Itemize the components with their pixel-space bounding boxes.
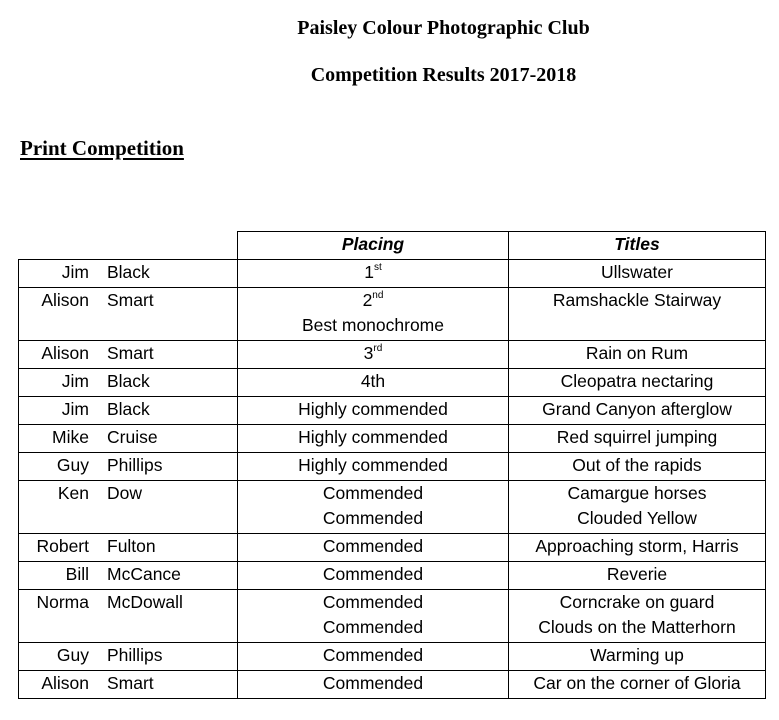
first-name: Robert (36, 536, 89, 556)
photo-title: Grand Canyon afterglow (542, 399, 732, 419)
titles-cell (509, 260, 766, 288)
placing-cell (238, 671, 509, 699)
placing-text (238, 615, 508, 640)
results-title: Competition Results 2017-2018 (310, 64, 577, 86)
photo-title: Warming up (590, 645, 684, 665)
table-row (19, 369, 766, 397)
first-name: Bill (65, 564, 89, 584)
table-row (19, 534, 766, 562)
first-name: Alison (41, 343, 89, 363)
competitor-name-cell (19, 397, 238, 425)
competitor-name-cell (19, 341, 238, 369)
placing-value: 1 (364, 262, 374, 282)
competitor-name-cell (19, 481, 238, 534)
table-row (19, 260, 766, 288)
first-name: Ken (57, 483, 89, 503)
placing-value: Commended (322, 673, 424, 693)
table-row (19, 341, 766, 369)
first-name: Guy (56, 455, 89, 475)
placing-value: Commended (322, 592, 424, 612)
placing-cell (238, 643, 509, 671)
placing-cell (238, 288, 509, 341)
last-name: Phillips (107, 455, 163, 475)
table-row (19, 397, 766, 425)
placing-value: Commended (322, 536, 424, 556)
competitor-name-cell (19, 453, 238, 481)
titles-cell (509, 369, 766, 397)
placing-value: 3 (363, 343, 374, 363)
name-column-header (19, 232, 238, 260)
table-row (19, 671, 766, 699)
placing-cell (238, 534, 509, 562)
first-name: Norma (36, 592, 89, 612)
placing-value: Commended (322, 564, 424, 584)
section-title: Print Competition (20, 136, 184, 160)
placing-text (238, 643, 508, 668)
first-name: Jim (61, 371, 89, 391)
club-title: Paisley Colour Photographic Club (297, 17, 590, 39)
placing-text (238, 397, 508, 422)
placing-text (238, 341, 508, 366)
table-row (19, 481, 766, 534)
photo-title: Corncrake on guard (559, 592, 715, 612)
placing-text (238, 481, 508, 506)
titles-cell (509, 425, 766, 453)
placing-cell (238, 562, 509, 590)
placing-cell (238, 590, 509, 643)
titles-cell (509, 590, 766, 643)
titles-cell (509, 562, 766, 590)
placing-text (238, 534, 508, 559)
header-row (19, 232, 766, 260)
titles-cell (509, 481, 766, 534)
placing-cell (238, 425, 509, 453)
placing-cell (238, 397, 509, 425)
placing-text (238, 671, 508, 696)
last-name: Smart (107, 290, 154, 310)
photo-title: Clouded Yellow (577, 508, 697, 528)
last-name: Cruise (107, 427, 158, 447)
placing-text (238, 425, 508, 450)
competitor-name-cell (19, 671, 238, 699)
placing-text (238, 260, 508, 285)
table-row (19, 425, 766, 453)
results-table (18, 231, 766, 699)
ordinal-suffix: rd (373, 343, 383, 354)
first-name: Mike (52, 427, 89, 447)
photo-title: Ullswater (601, 262, 673, 282)
first-name: Alison (41, 290, 89, 310)
placing-value: Highly commended (298, 399, 448, 419)
photo-title: Out of the rapids (572, 455, 702, 475)
placing-value: 4th (360, 371, 386, 391)
titles-cell (509, 671, 766, 699)
placing-value: Commended (322, 645, 424, 665)
placing-value: 2 (362, 290, 373, 310)
photo-title: Approaching storm, Harris (535, 536, 739, 556)
placing-text (238, 453, 508, 478)
titles-cell (509, 341, 766, 369)
titles-cell (509, 288, 766, 341)
titles-column-header: Titles (509, 232, 766, 260)
photo-title: Rain on Rum (585, 343, 689, 363)
photo-title: Red squirrel jumping (556, 427, 718, 447)
titles-cell (509, 453, 766, 481)
placing-value: Highly commended (298, 427, 448, 447)
results-body (19, 260, 766, 699)
placing-text (238, 369, 508, 394)
last-name: McDowall (107, 592, 183, 612)
placing-text (238, 562, 508, 587)
titles-cell (509, 643, 766, 671)
table-row (19, 590, 766, 643)
placing-cell (238, 453, 509, 481)
first-name: Jim (61, 399, 89, 419)
competitor-name-cell (19, 260, 238, 288)
last-name: Phillips (107, 645, 163, 665)
last-name: Black (107, 262, 150, 282)
placing-value: Highly commended (298, 455, 448, 475)
ordinal-suffix: st (373, 262, 382, 273)
competitor-name-cell (19, 369, 238, 397)
placing-value: Commended (322, 508, 424, 528)
placing-cell (238, 260, 509, 288)
competitor-name-cell (19, 534, 238, 562)
last-name: Black (107, 399, 150, 419)
placing-cell (238, 341, 509, 369)
table-row (19, 643, 766, 671)
first-name: Guy (56, 645, 89, 665)
last-name: McCance (107, 564, 181, 584)
placing-text (238, 288, 508, 313)
last-name: Fulton (107, 536, 156, 556)
photo-title: Ramshackle Stairway (552, 290, 722, 310)
last-name: Smart (107, 673, 154, 693)
placing-text (238, 590, 508, 615)
competitor-name-cell (19, 425, 238, 453)
placing-column-header: Placing (238, 232, 509, 260)
competitor-name-cell (19, 288, 238, 341)
placing-text (238, 506, 508, 531)
placing-text (238, 313, 508, 338)
titles-cell (509, 534, 766, 562)
placing-cell (238, 481, 509, 534)
photo-title: Reverie (606, 564, 668, 584)
placing-cell (238, 369, 509, 397)
photo-title: Clouds on the Matterhorn (538, 617, 736, 637)
last-name: Black (107, 371, 150, 391)
ordinal-suffix: nd (372, 290, 384, 301)
placing-value: Commended (322, 483, 424, 503)
last-name: Dow (107, 483, 143, 503)
first-name: Alison (41, 673, 89, 693)
competitor-name-cell (19, 562, 238, 590)
photo-title: Camargue horses (567, 483, 707, 503)
table-row (19, 453, 766, 481)
competitor-name-cell (19, 643, 238, 671)
photo-title: Cleopatra nectaring (560, 371, 714, 391)
last-name: Smart (107, 343, 154, 363)
placing-value: Commended (322, 617, 424, 637)
table-row (19, 288, 766, 341)
placing-value: Best monochrome (301, 315, 444, 335)
titles-cell (509, 397, 766, 425)
table-row (19, 562, 766, 590)
photo-title: Car on the corner of Gloria (533, 673, 741, 693)
competitor-name-cell (19, 590, 238, 643)
first-name: Jim (61, 262, 89, 282)
